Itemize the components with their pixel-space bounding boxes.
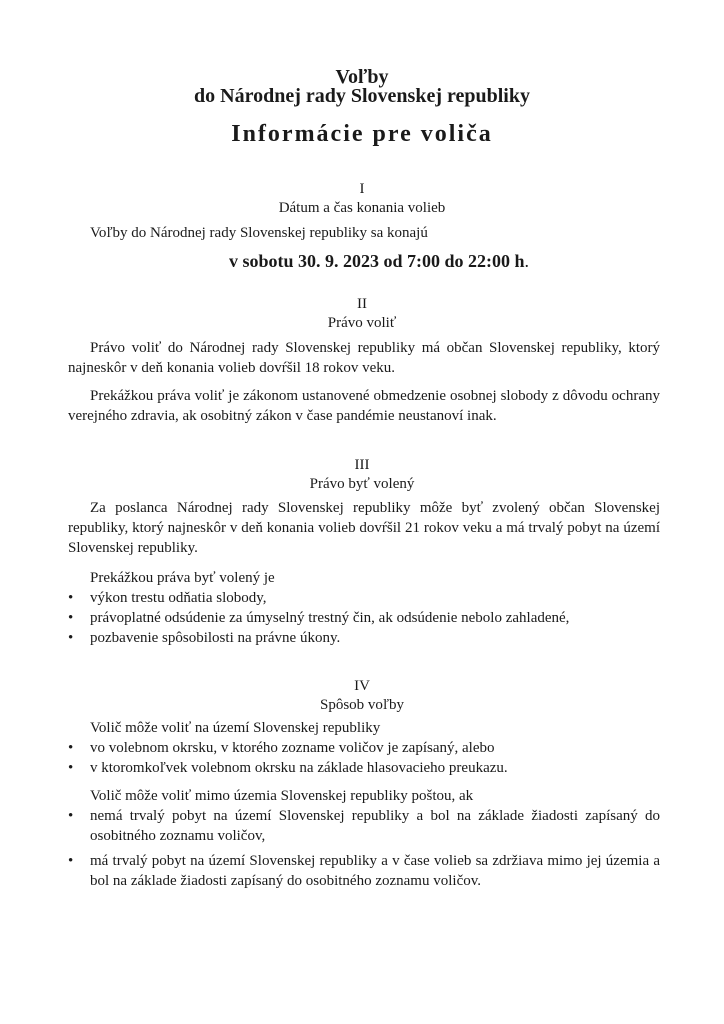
bullet-icon: • — [68, 853, 74, 869]
section-4-bullet-list-2 — [68, 806, 660, 891]
list-item-text: výkon trestu odňatia slobody, — [90, 590, 267, 606]
section-3-number: III — [354, 457, 370, 473]
section-3-list-intro: Prekážkou práva byť volený je — [90, 570, 275, 586]
list-item-text: nemá trvalý pobyt na území Slovenskej republiky a bol na základe žiadosti zapísaný do osobitného zoznamu voličov, — [90, 808, 660, 844]
section-3-bullet-list — [68, 588, 660, 648]
bullet-icon: • — [68, 630, 74, 646]
list-item — [68, 806, 660, 846]
section-4-bullet-list-1 — [68, 738, 660, 778]
section-2-paragraph-2: Prekážkou práva voliť je zákonom ustanovené obmedzenie osobnej slobody z dôvodu ochrany verejného zdravia, ak osobitný zákon v čase pandémie neustanoví inak. — [68, 388, 660, 424]
section-3-title: Právo byť volený — [309, 476, 415, 492]
section-1-number: I — [359, 181, 365, 197]
bullet-icon: • — [68, 740, 74, 756]
section-4-number: IV — [354, 678, 370, 694]
list-item — [68, 738, 660, 758]
section-4-list-2-intro: Volič môže voliť mimo územia Slovenskej republiky poštou, ak — [90, 788, 474, 804]
bullet-icon: • — [68, 590, 74, 606]
header-line-2: do Národnej rady Slovenskej republiky — [194, 85, 530, 107]
list-item — [68, 758, 660, 778]
section-2-paragraph-1: Právo voliť do Národnej rady Slovenskej republiky má občan Slovenskej republiky, ktorý najneskôr v deň konania volieb dovŕšil 18 rokov veku. — [68, 340, 660, 376]
election-date — [0, 251, 724, 271]
election-date-suffix: . — [524, 251, 530, 271]
list-item — [68, 588, 660, 608]
bullet-icon: • — [68, 808, 74, 824]
bullet-icon: • — [68, 610, 74, 626]
section-1-title: Dátum a čas konania volieb — [278, 200, 446, 216]
document-title: Informácie pre voliča — [231, 121, 493, 147]
section-4-title: Spôsob voľby — [319, 697, 405, 713]
list-item-text: má trvalý pobyt na území Slovenskej republiky a v čase volieb sa zdržiava mimo jej územia a bol na základe žiadosti zapísaný do osobitného zoznamu voličov. — [90, 853, 660, 889]
list-item-text: vo volebnom okrsku, v ktorého zozname voličov je zapísaný, alebo — [90, 740, 495, 756]
list-item — [68, 628, 660, 648]
election-date-text: v sobotu 30. 9. 2023 od 7:00 do 22:00 h — [228, 251, 525, 271]
list-item — [68, 851, 660, 891]
list-item-text: pozbavenie spôsobilosti na právne úkony. — [90, 630, 341, 646]
list-item-text: v ktoromkoľvek volebnom okrsku na základe hlasovacieho preukazu. — [90, 760, 508, 776]
bullet-icon: • — [68, 760, 74, 776]
section-2-title: Právo voliť — [327, 315, 397, 331]
section-1-intro: Voľby do Národnej rady Slovenskej republiky sa konajú — [90, 225, 428, 241]
list-item-text: právoplatné odsúdenie za úmyselný trestný čin, ak odsúdenie nebolo zahladené, — [90, 610, 570, 626]
header-line-1: Voľby — [335, 66, 389, 88]
list-item — [68, 608, 660, 628]
section-3-paragraph-1: Za poslanca Národnej rady Slovenskej republiky môže byť zvolený občan Slovenskej republiky, ktorý najneskôr v deň konania volieb dovŕšil 21 rokov veku a má trvalý pobyt na území Slovenskej republiky. — [68, 500, 660, 556]
section-4-list-1-intro: Volič môže voliť na území Slovenskej republiky — [90, 720, 381, 736]
section-2-number: II — [357, 296, 367, 312]
